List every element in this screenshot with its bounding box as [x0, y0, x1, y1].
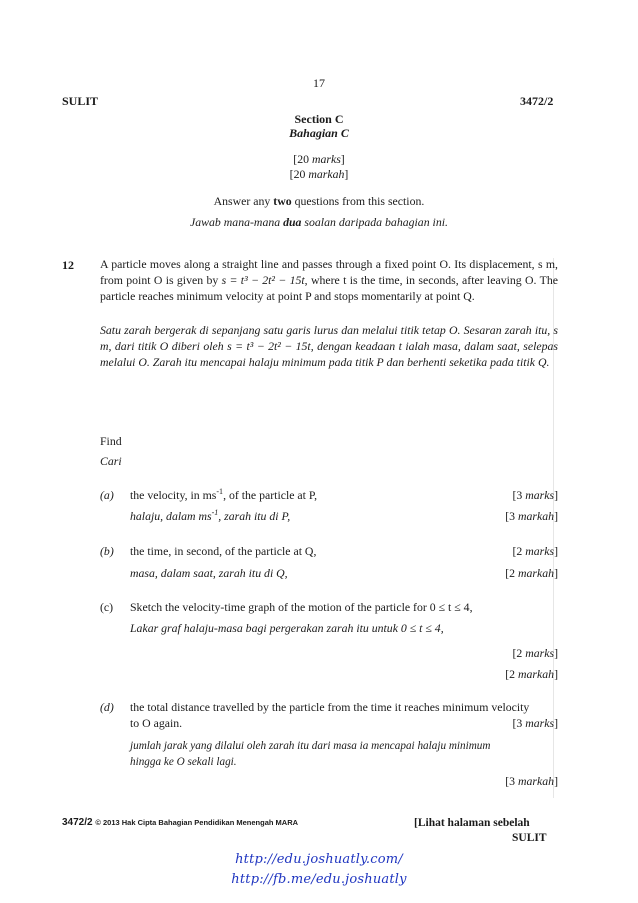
question-intro-malay: Satu zarah bergerak di sepanjang satu garis lurus dan melalui titik tetap O. Sesaran zarah itu, s m, dari titik O diberi oleh s = t³ − 2t² − 15t, dengan keadaan t ialah masa, dalam saat, selepas melalui O. Zarah itu mencapai halaju minimum pada titik P dan berhenti seketika pada titik Q. [100, 323, 558, 370]
find-label-malay: Cari [100, 454, 122, 468]
part-c-text: Sketch the velocity-time graph of the motion of the particle for 0 ≤ t ≤ 4, [130, 600, 473, 614]
part-c-label: (c) [100, 600, 114, 614]
page-number: 17 [313, 76, 325, 90]
section-instruction: Answer any two questions from this section. [213, 194, 425, 208]
part-c-marks-malay: [2 markah] [505, 667, 558, 681]
section-title-malay: Bahagian C [289, 126, 349, 140]
part-d-text-malay-line1: jumlah jarak yang dilalui oleh zarah itu dari masa ia mencapai halaju minimum [130, 740, 491, 752]
part-b-label: (b) [100, 544, 114, 558]
part-b-marks: [2 marks] [512, 544, 558, 558]
part-b-text: the time, in second, of the particle at Q, [130, 544, 317, 558]
header-sulit: SULIT [62, 94, 99, 108]
section-title: Section C [294, 112, 344, 126]
part-a-text-malay: halaju, dalam $ms^{-1}$, zarah itu di P, [130, 508, 291, 523]
find-label: Find [100, 434, 122, 448]
question-number: 12 [62, 258, 74, 272]
footer-sulit: SULIT [512, 832, 547, 844]
watermark-link-facebook[interactable]: http://fb.me/edu.joshuatly [231, 872, 407, 887]
part-d-text-malay-line2: hingga ke O sekali lagi. [130, 756, 237, 768]
section-marks-malay: [20 markah] [289, 167, 349, 181]
part-d-text-line2: to O again. [130, 716, 183, 730]
section-instruction-malay: Jawab mana-mana dua soalan daripada bahagian ini. [190, 215, 448, 229]
footer-next-page: [Lihat halaman sebelah [414, 817, 530, 829]
part-d-label: (d) [100, 700, 114, 714]
header-paper-code: 3472/2 [520, 94, 554, 108]
displacement-formula: s = t³ − 2t² − 15t [221, 273, 305, 288]
footer-copyright: 3472/2 © 2013 Hak Cipta Bahagian Pendidikan Menengah MARA [62, 817, 299, 828]
part-a-marks-malay: [3 markah] [505, 509, 558, 523]
part-a-marks: [3 marks] [512, 488, 558, 502]
question-intro-english: A particle moves along a straight line and passes through a fixed point O. Its displacement, s m, from point O is given by s = t³ − 2t² − 15t, where t is the time, in seconds, after leaving O. The particle reaches minimum velocity at point P and stops momentarily at point Q. [100, 257, 558, 304]
part-c-text-malay: Lakar graf halaju-masa bagi pergerakan zarah itu untuk 0 ≤ t ≤ 4, [130, 621, 444, 635]
part-c-marks: [2 marks] [512, 646, 558, 660]
section-marks: [20 marks] [293, 152, 345, 166]
part-d-marks: [3 marks] [512, 716, 558, 730]
part-b-text-malay: masa, dalam saat, zarah itu di Q, [130, 566, 288, 580]
part-d-text-line1: the total distance travelled by the particle from the time it reaches minimum velocity [130, 700, 530, 714]
part-b-marks-malay: [2 markah] [505, 566, 558, 580]
watermark-link-website[interactable]: http://edu.joshuatly.com/ [235, 852, 403, 867]
footer-code: 3472/2 [62, 817, 93, 828]
part-a-text: the velocity, in $ms^{-1}$, of the particle at P, [130, 487, 318, 502]
part-d-marks-malay: [3 markah] [505, 774, 558, 788]
part-a-label: (a) [100, 488, 114, 502]
